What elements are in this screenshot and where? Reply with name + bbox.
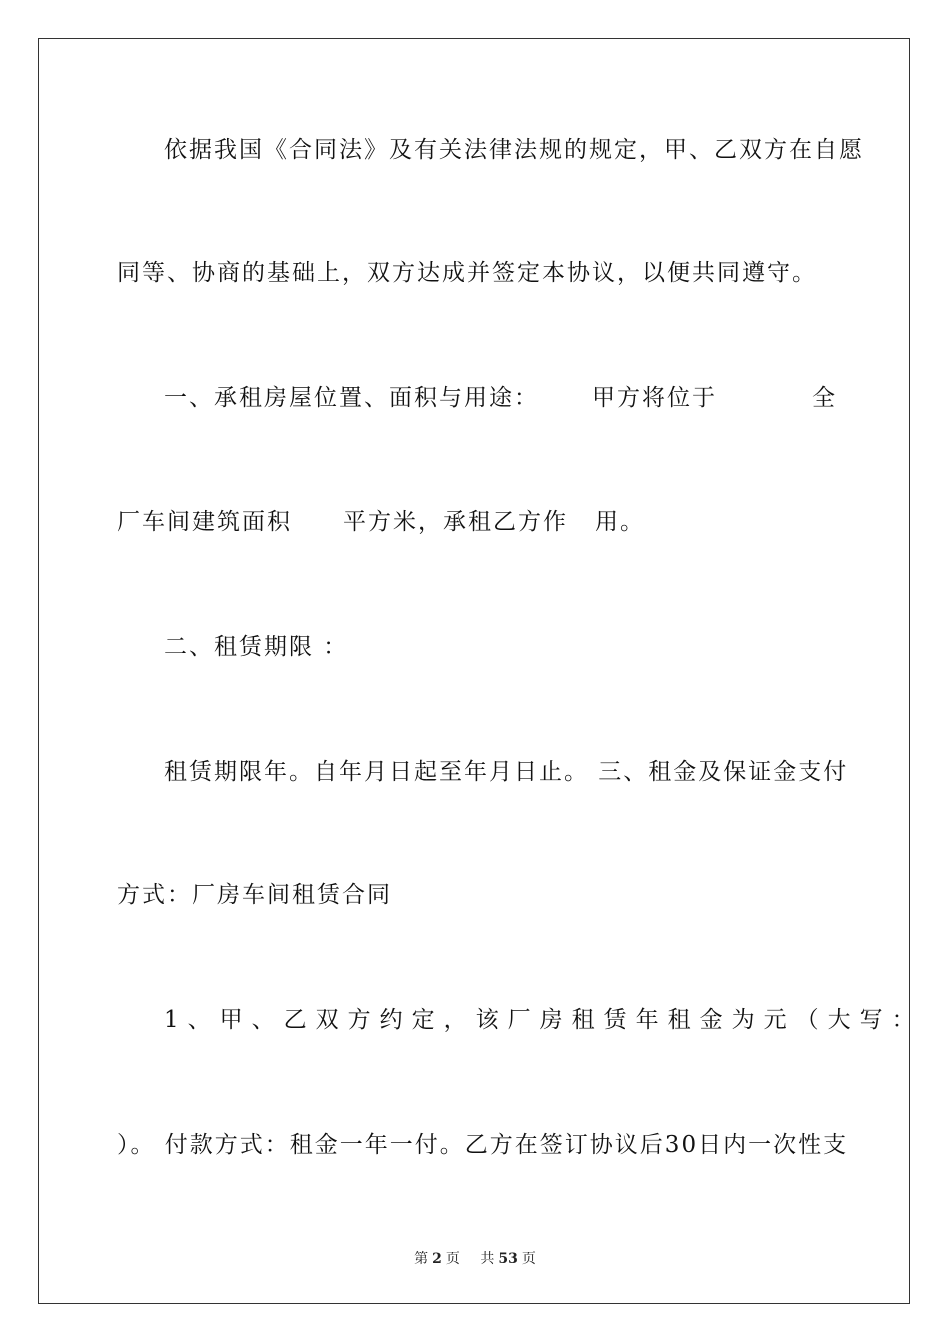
footer-total-suffix: 页 [521,1251,536,1267]
section2-body-2: 方式：厂房车间租赁合同 [117,882,392,908]
section2-body: 租赁期限年。自年月日起至年月日止。 三、租金及保证金支付 [164,759,849,785]
page-footer [0,1248,950,1268]
footer-page [410,1251,464,1267]
section1-line-1 [164,383,837,413]
section1-area-unit: 平方米，承租乙方作 [343,509,568,535]
footer-page-suffix: 页 [445,1251,460,1267]
section1-location: 甲方将位于 [592,385,717,411]
footer-prefix: 第 [414,1251,429,1267]
section1-area-label: 厂车间建筑面积 [117,509,292,535]
section1-purpose: 用。 [595,509,645,535]
footer-total-number: 53 [498,1251,518,1267]
page-frame [38,38,924,1304]
section3-item1: 1、甲、乙双方约定，该厂房租赁年租金为元（大写： [164,1007,924,1033]
section1-end: 全 [812,385,837,411]
paragraph-line-1: 依据我国《合同法》及有关法律法规的规定，甲、乙双方在自愿 [164,137,864,163]
section1-title: 一、承租房屋位置、面积与用途： [164,385,539,411]
footer-page-number: 2 [432,1251,442,1267]
section3-item1-line2: ）。 付款方式：租金一年一付。乙方在签订协议后30日内一次性支 [117,1132,849,1158]
section1-line-2 [117,507,833,537]
footer-total-prefix: 共 [480,1251,495,1267]
footer-total [476,1251,539,1267]
section2-title: 二、租赁期限 ： [164,634,349,660]
paragraph-line-2: 同等、协商的基础上，双方达成并签定本协议，以便共同遵守。 [117,260,817,286]
